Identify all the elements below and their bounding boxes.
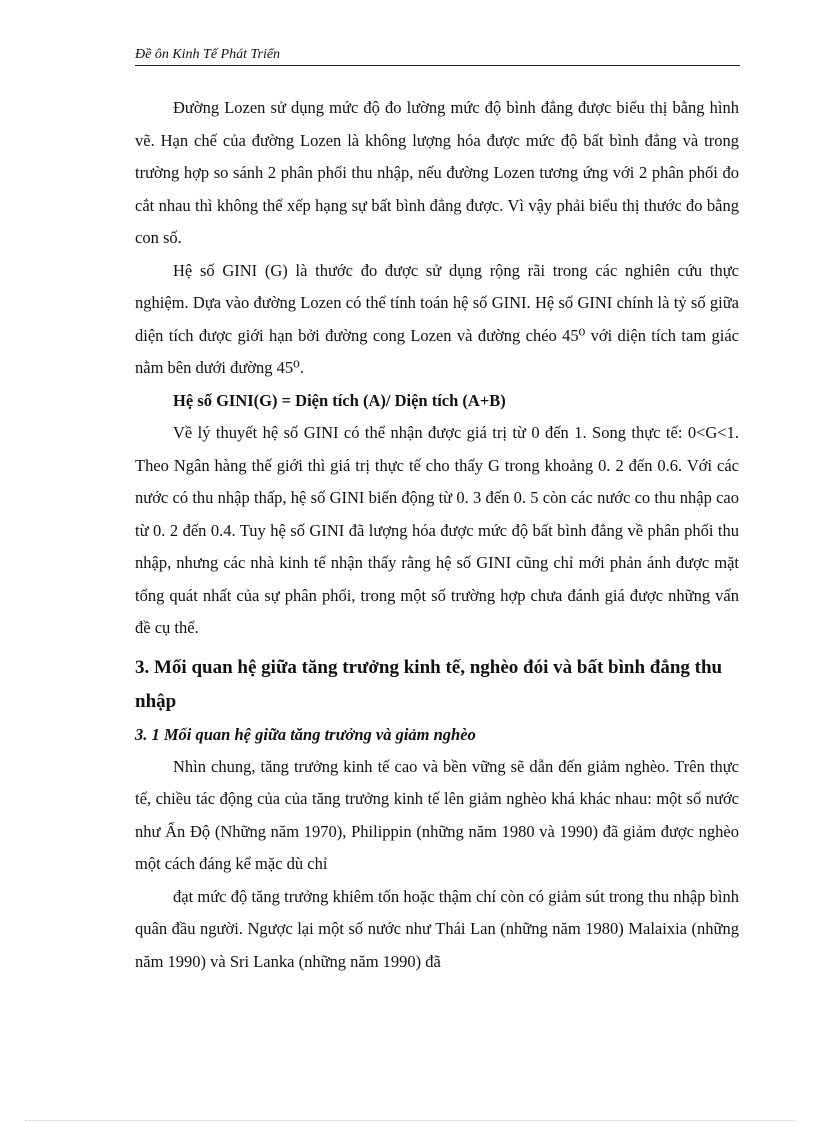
paragraph-lorenz-curve: Đường Lozen sử dụng mức độ đo lường mức độ bình đẳng được biểu thị bằng hình vẽ. Hạn chế của đường Lozen là không lượng hóa được mức độ bất bình đẳng và trong trường hợp so sánh 2 phân phối thu nhập, nếu đường Lozen tương ứng với 2 phân phối đo cắt nhau thì không thể xếp hạng sự bất bình đẳng được. Vì vậy phải biểu thị thước đo bằng con số.	[135, 98, 739, 247]
section-heading-3: 3. Mối quan hệ giữa tăng trưởng kinh tế, nghèo đói và bất bình đẳng thu nhập	[135, 656, 723, 712]
document-body	[135, 92, 739, 978]
subsection-heading-3-1: 3. 1 Mối quan hệ giữa tăng trưởng và giảm nghèo	[135, 724, 476, 744]
page-header: Đề ôn Kinh Tế Phát Triển	[135, 47, 740, 66]
paragraph-gini-range: Về lý thuyết hệ số GINI có thể nhận được giá trị từ 0 đến 1. Song thực tế: 0<G<1. Theo Ngân hàng thế giới thì giá trị thực tế cho thấy G trong khoảng 0. 2 đến 0.6. Với các nước có thu nhập thấp, hệ số GINI biến động từ 0. 3 đến 0. 5 còn các nước co thu nhập cao từ 0. 2 đến 0.4. Tuy hệ số GINI đã lượng hóa được mức độ bất bình đẳng về phân phối thu nhập, nhưng các nhà kinh tế nhận thấy rằng hệ số GINI cũng chỉ mới phản ánh được mặt tổng quát nhất của sự phân phối, trong một số trường hợp chưa đánh giá được những vấn đề cụ thể.	[135, 423, 739, 637]
page-bottom-border	[25, 1120, 795, 1121]
paragraph-growth-poverty: Nhìn chung, tăng trưởng kinh tế cao và bền vững sẽ dẫn đến giảm nghèo. Trên thực tế, chiều tác động của của tăng trưởng kinh tế lên giảm nghèo khá khác nhau: một số nước như Ấn Độ (Những năm 1970), Philippin (những năm 1980 và 1990) đã giảm được nghèo một cách đáng kể mặc dù chỉ	[135, 756, 739, 873]
paragraph-growth-poverty-cont: đạt mức độ tăng trưởng khiêm tốn hoặc thậm chí còn có giảm sút trong thu nhập bình quân đầu người. Ngược lại một số nước như Thái Lan (những năm 1980) Malaixia (những năm 1990) và Sri Lanka (những năm 1990) đã	[135, 886, 739, 971]
gini-formula: Hệ số GINI(G) = Diện tích (A)/ Diện tích (A+B)	[173, 390, 506, 410]
paragraph-gini-definition: Hệ số GINI (G) là thước đo được sử dụng rộng rãi trong các nghiên cứu thực nghiệm. Dựa vào đường Lozen có thể tính toán hệ số GINI. Hệ số GINI chính là tỷ số giữa diện tích được giới hạn bởi đường cong Lozen và đường chéo 45⁰ với diện tích tam giác nằm bên dưới đường 45⁰.	[135, 260, 739, 377]
